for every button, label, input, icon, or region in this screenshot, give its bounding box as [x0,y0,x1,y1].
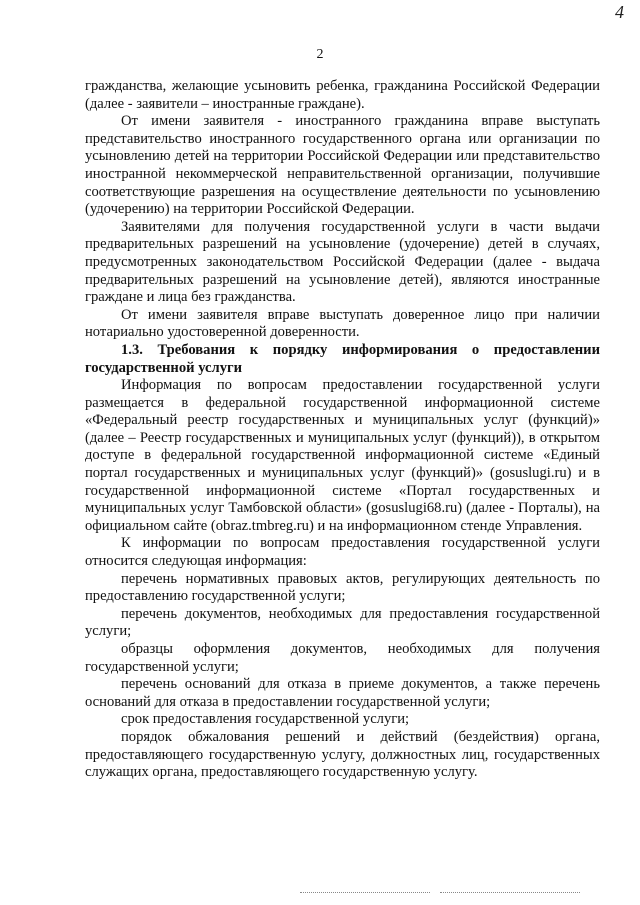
scan-artifact-line [300,892,430,894]
list-item-appeal-procedure: порядок обжалования решений и действий (бездействия) органа, предоставляющего государственную услугу, должностных лиц, государственных служащих органа, предоставляющего государственную услугу. [85,728,600,781]
scan-artifact-line [440,892,580,894]
document-body [85,78,600,782]
paragraph-information-placement: Информация по вопросам предоставлении государственной услуги размещается в федеральной государственной информационной системе «Федеральный реестр государственных и муниципальных услуг (функций)» (далее – Реестр государственных и муниципальных услуг (функций)), в открытом доступе в федеральной государственной информационной системе «Единый портал государственных и муниципальных услуг (функций)» (gosuslugi.ru) и в государственной информационной системе «Портал государственных и муниципальных услуг Тамбовской области» (gosuslugi68.ru) (далее - Порталы), на официальном сайте (obraz.tmbreg.ru) и на информационном стенде Управления. [85,377,600,534]
section-heading-1-3: 1.3. Требования к порядку информирования о предоставлении государственной услуги [85,341,600,376]
paragraph-preliminary-permits: Заявителями для получения государственной услуги в части выдачи предварительных разрешений на усыновление (удочерение) детей в случаях, предусмотренных законодательством Российской Федерации (далее - выдача предварительных разрешений на усыновление детей), являются иностранные граждане и лица без гражданства. [85,218,600,306]
list-item-legal-acts: перечень нормативных правовых актов, регулирующих деятельность по предоставлению государственной услуги; [85,570,600,605]
handwritten-page-mark: 4 [615,2,624,22]
paragraph-applicants-continued: гражданства, желающие усыновить ребенка, гражданина Российской Федерации (далее - заявители – иностранные граждане). [85,78,600,112]
list-item-documents: перечень документов, необходимых для предоставления государственной услуги; [85,605,600,640]
page-number: 2 [316,47,324,62]
list-item-samples: образцы оформления документов, необходимых для получения государственной услуги; [85,641,600,675]
paragraph-trusted-person: От имени заявителя вправе выступать доверенное лицо при наличии нотариально удостоверенной доверенности. [85,306,600,341]
list-item-refusal-grounds: перечень оснований для отказа в приеме документов, а также перечень оснований для отказа в предоставлении государственной услуги; [85,676,600,710]
paragraph-representation: От имени заявителя - иностранного гражданина вправе выступать представительство иностранного государственного органа или организации по усыновлению детей на территории Российской Федерации или представительство иностранной некоммерческой неправительственной организации, получившие соответствующие разрешения на осуществление деятельности по усыновлению (удочерению) на территории Российской Федерации. [85,113,600,218]
paragraph-information-list-intro: К информации по вопросам предоставления государственной услуги относится следующая информация: [85,535,600,570]
list-item-deadline: срок предоставления государственной услуги; [121,711,410,728]
